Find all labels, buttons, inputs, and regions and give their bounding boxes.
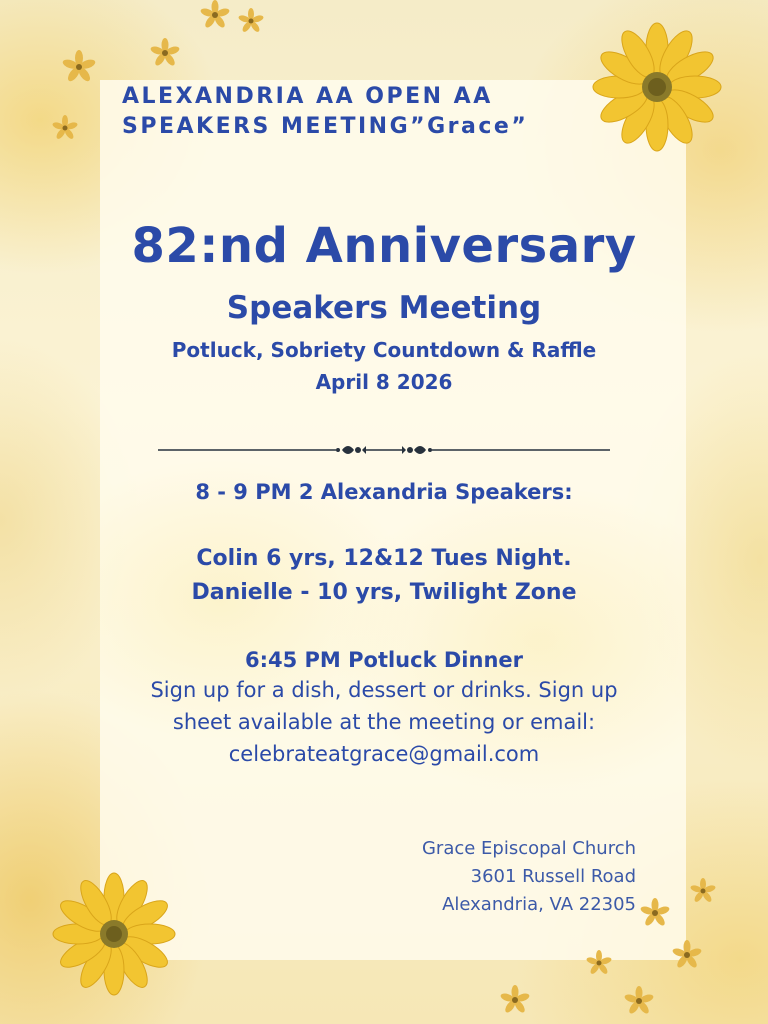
- potluck-text-line: Sign up for a dish, dessert or drinks. Sign up: [150, 678, 618, 702]
- speaker-item: Colin 6 yrs, 12&12 Tues Night.: [196, 546, 572, 571]
- speaker-item: Danielle - 10 yrs, Twilight Zone: [191, 580, 577, 605]
- small-flower-icon: [500, 985, 530, 1015]
- small-flower-icon: [586, 950, 612, 976]
- flyer-panel: [100, 80, 686, 960]
- small-flower-icon: [690, 878, 716, 904]
- event-date: April 8 2026: [315, 370, 453, 394]
- small-flower-icon: [640, 898, 670, 928]
- meeting-header: [122, 82, 642, 142]
- event-activities: Potluck, Sobriety Countdown & Raffle: [171, 338, 597, 362]
- event-title: 82:nd Anniversary: [131, 218, 637, 274]
- small-flower-icon: [238, 8, 264, 34]
- potluck-text-line: sheet available at the meeting or email:: [172, 710, 596, 734]
- contact-email: celebrateatgrace@gmail.com: [228, 742, 540, 766]
- event-subtitle: Speakers Meeting: [226, 290, 542, 326]
- street-address: 3601 Russell Road: [470, 866, 636, 887]
- small-flower-icon: [52, 115, 78, 141]
- header-line-1: ALEXANDRIA AA OPEN AA: [122, 84, 493, 109]
- sunflower-bottom-left-icon: [52, 872, 176, 996]
- ornamental-divider-icon: [158, 440, 610, 460]
- small-flower-icon: [672, 940, 702, 970]
- city-address: Alexandria, VA 22305: [442, 894, 636, 915]
- small-flower-icon: [200, 0, 230, 30]
- potluck-heading: 6:45 PM Potluck Dinner: [244, 648, 523, 672]
- church-name: Grace Episcopal Church: [421, 838, 636, 859]
- speakers-heading: 8 - 9 PM 2 Alexandria Speakers:: [195, 480, 573, 504]
- small-flower-icon: [150, 38, 180, 68]
- small-flower-icon: [624, 986, 654, 1016]
- header-line-2: SPEAKERS MEETING”Grace”: [122, 114, 529, 139]
- small-flower-icon: [62, 50, 96, 84]
